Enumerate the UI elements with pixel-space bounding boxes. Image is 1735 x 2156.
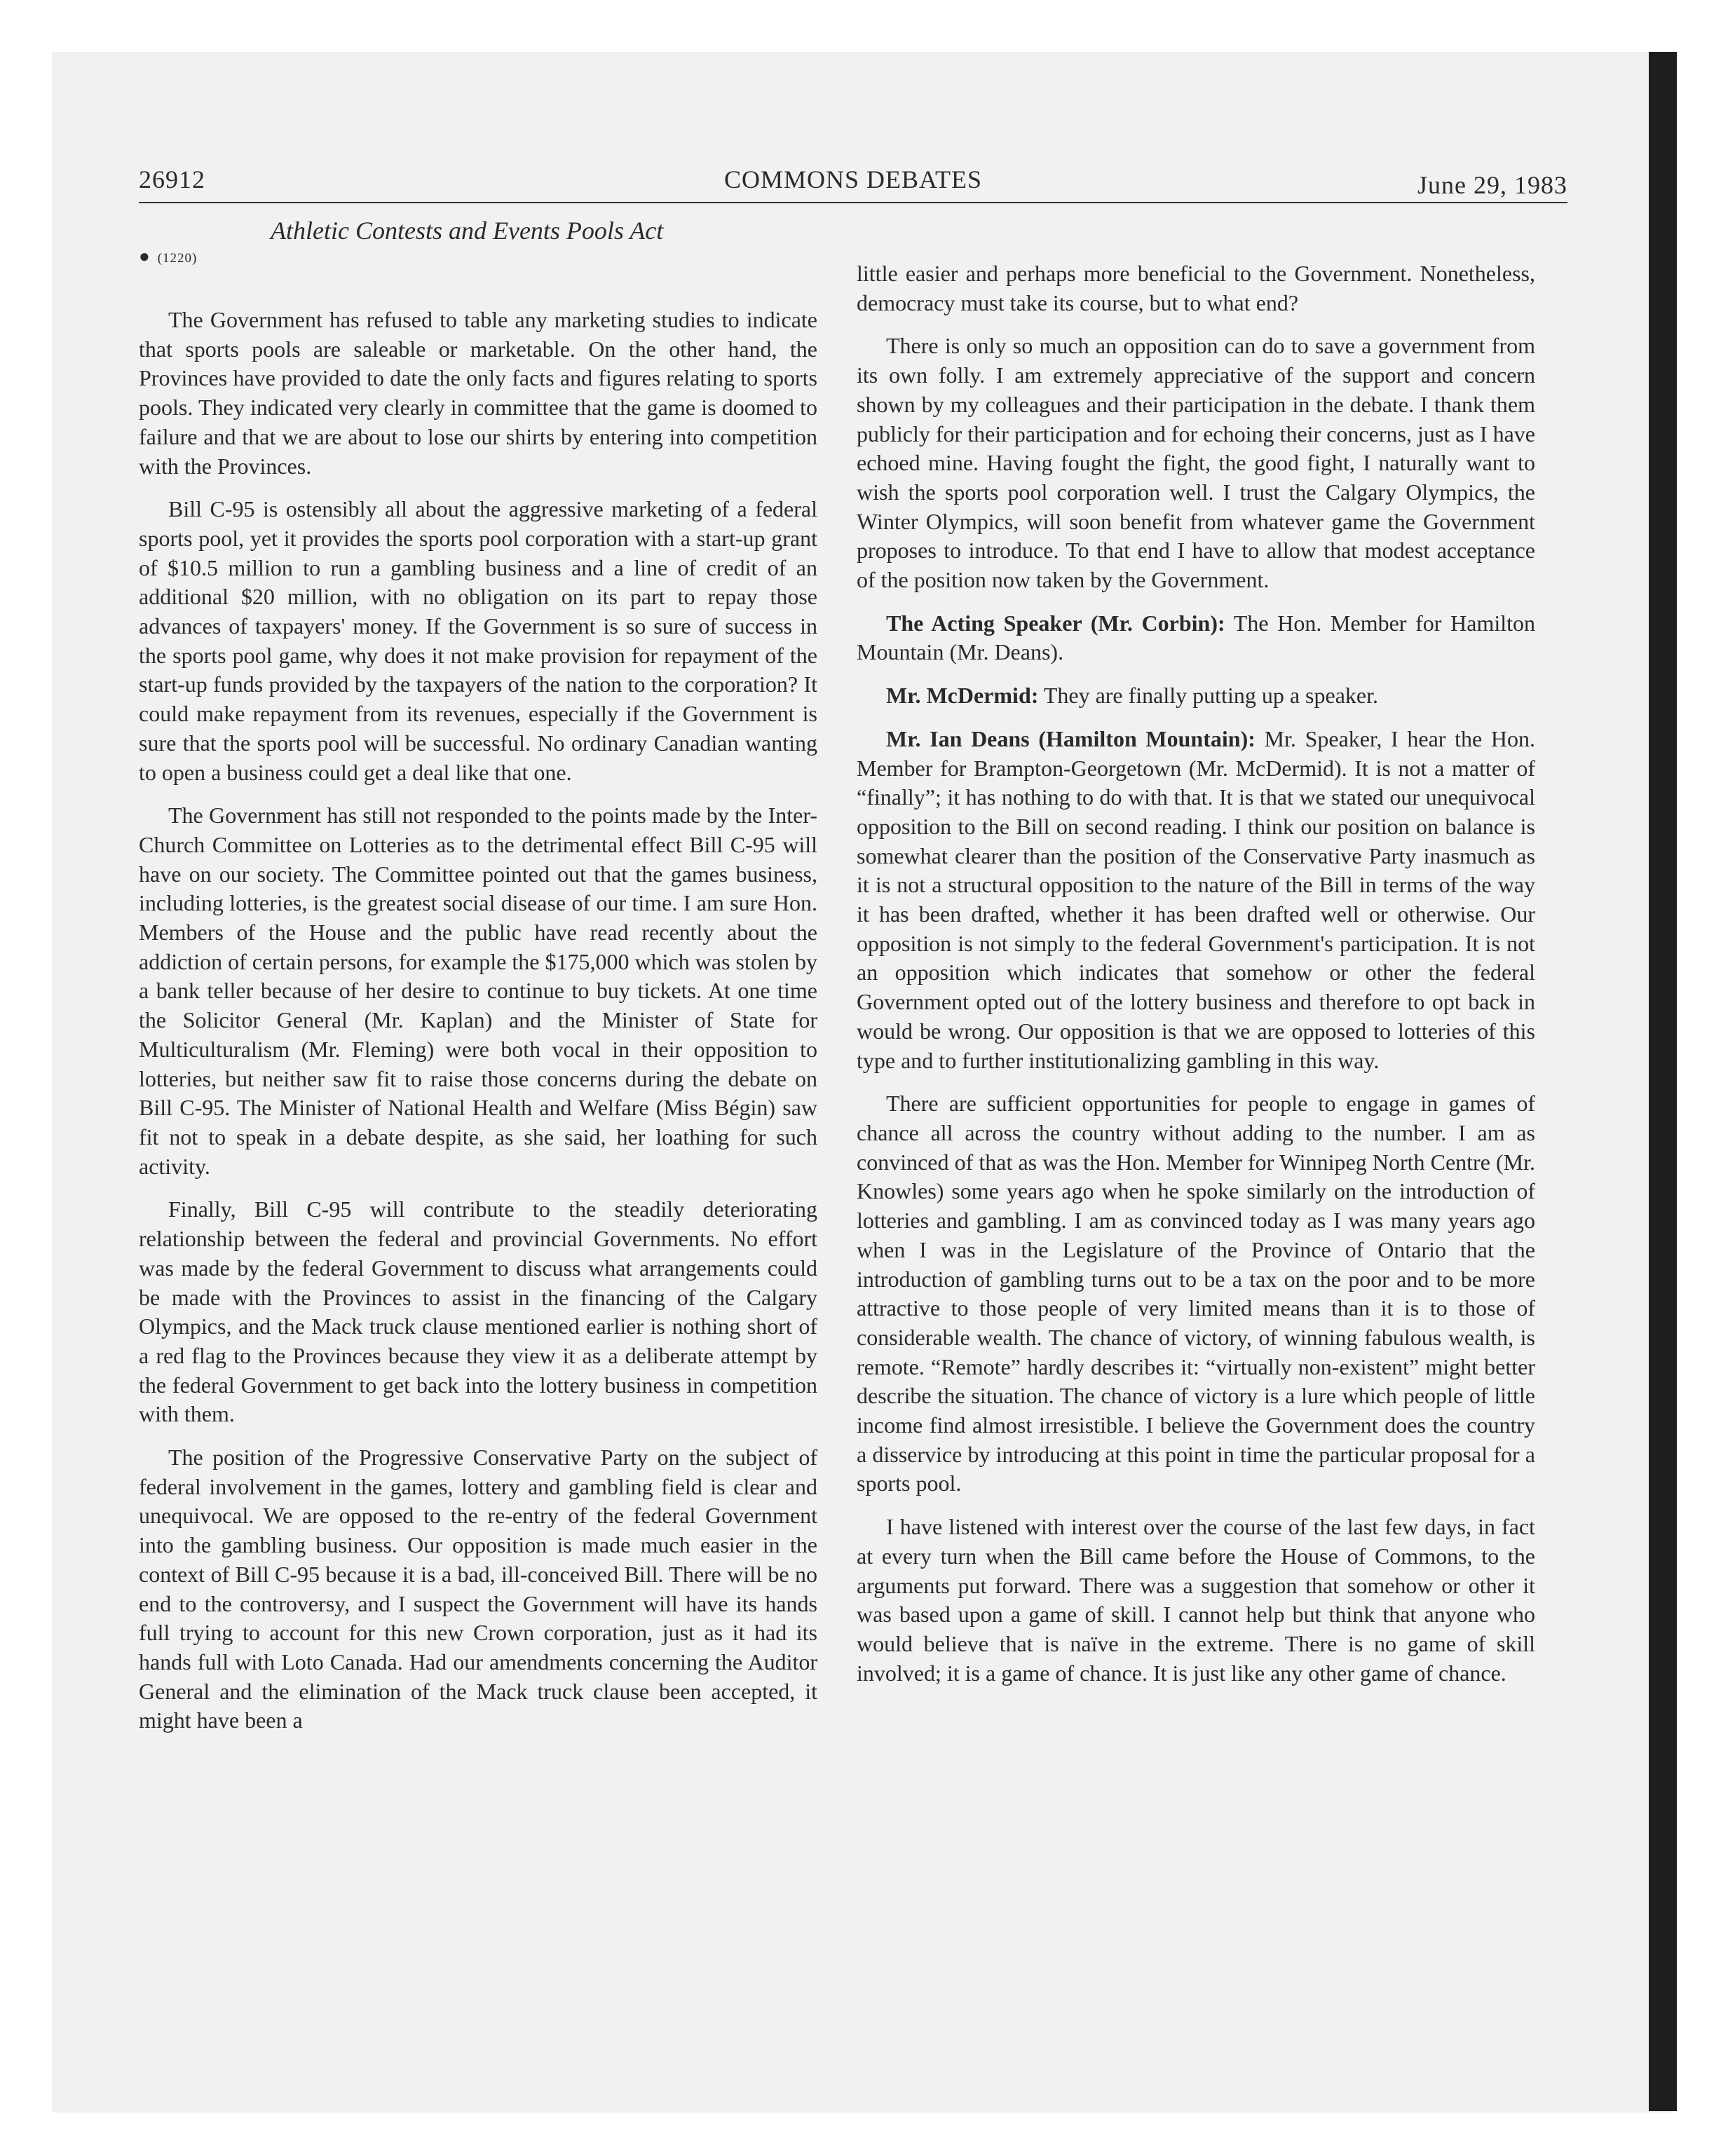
page-header <box>139 158 1567 200</box>
paragraph: Bill C-95 is ostensibly all about the aggressive marketing of a federal sports pool, yet it provides the sports pool corporation with a start-up grant of $10.5 million to run a gambling business and a line of credit of an additional $20 million, with no obligation on its part to repay those advances of taxpayers' money. If the Government is so sure of success in the sports pool game, why does it not make provision for repayment of the start-up funds provided by the taxpayers of the nation to the corporation? It could make repayment from its revenues, especially if the Government is sure that the sports pool will be successful. No ordinary Canadian wanting to open a business could get a deal like that one. <box>139 496 817 785</box>
right-column <box>857 259 1535 1702</box>
speech-mcdermid <box>857 681 1535 711</box>
speech-text: The Hon. Member for Hamilton Mountain (Mr. Deans). <box>857 610 1536 665</box>
time-marker <box>139 245 197 270</box>
paragraph: The Government has still not responded to the points made by the Inter-Church Committee on Lotteries as to the detrimental effect Bill C-95 will have on our society. The Committee pointed out that the games business, including lotteries, is the greatest social disease of our time. I am sure Hon. Members of the House and the public have read recently about the addiction of certain persons, for example the $175,000 which was stolen by a bank teller because of her desire to continue to buy tickets. At one time the Solicitor General (Mr. Kaplan) and the Minister of State for Multiculturalism (Mr. Fleming) were both vocal in their opposition to lotteries, but neither saw fit to raise those concerns during the debate on Bill C-95. The Minister of National Health and Welfare (Miss Bégin) saw fit not to speak in a debate despite, as she said, her loathing for such activity. <box>139 803 817 1179</box>
continuation-paragraph: little easier and perhaps more beneficial to the Government. Nonetheless, democracy must take its course, but to what end? <box>857 261 1535 315</box>
speaker-name: Mr. McDermid: <box>886 683 1039 709</box>
left-column <box>139 306 817 1749</box>
section-title: Athletic Contests and Events Pools Act <box>271 217 664 245</box>
scan-edge-bar <box>1649 52 1677 2111</box>
paragraph: The Government has refused to table any marketing studies to indicate that sports pools are saleable or marketable. On the other hand, the Provinces have provided to date the only facts and figures relating to sports pools. They indicated very clearly in committee that the game is doomed to failure and that we are about to lose our shirts by entering into competition with the Provinces. <box>139 307 817 479</box>
running-head: COMMONS DEBATES <box>723 165 983 193</box>
time-marker-label: (1220) <box>157 251 198 266</box>
page-number: 26912 <box>139 165 205 193</box>
header-date: June 29, 1983 <box>1417 171 1567 199</box>
speech-text: Mr. Speaker, I hear the Hon. Member for Brampton-Georgetown (Mr. McDermid). It is not a matter of “finally”; it has nothing to do with that. It is that we stated our unequivocal opposition to the Bill on second reading. I think our position on balance is somewhat clearer than the position of the Conservative Party inasmuch as it is not a structural opposition to the nature of the Bill in terms of the way it has been drafted, whether it has been drafted well or otherwise. Our opposition is not simply to the federal Government's participation. It is not an opposition which indicates that somehow or other the federal Government opted out of the lottery business and therefore to opt back in would be wrong. Our opposition is that we are opposed to lotteries of this type and to further institutionalizing gambling in this way. <box>857 725 1536 1073</box>
paragraph: Finally, Bill C-95 will contribute to the steadily deteriorating relationship between the federal and provincial Governments. No effort was made by the federal Government to discuss what arrangements could be made with the Provinces to assist in the financing of the Calgary Olympics, and the Mack truck clause mentioned earlier is nothing short of a red flag to the Provinces because they view it as a deliberate attempt by the federal Government to get back into the lottery business in competition with them. <box>139 1196 817 1427</box>
paragraph: I have listened with interest over the course of the last few days, in fact at every turn when the Bill came before the House of Commons, to the arguments put forward. There was a suggestion that somehow or other it was based upon a game of skill. I cannot help but think that anyone who would believe that is naïve in the extreme. There is no game of skill involved; it is a game of chance. It is just like any other game of chance. <box>857 1514 1535 1686</box>
header-rule <box>139 202 1567 203</box>
paragraph: There are sufficient opportunities for people to engage in games of chance all across the country without adding to the number. I am as convinced of that as was the Hon. Member for Winnipeg North Centre (Mr. Knowles) some years ago when he spoke similarly on the introduction of lotteries and gambling. I am as convinced today as I was many years ago when I was in the Legislature of the Province of Ontario that the introduction of gambling turns out to be a tax on the poor and to be more attractive to those people of very limited means than it is to those of considerable wealth. The chance of victory, of winning fabulous wealth, is remote. “Remote” hardly describes it: “virtually non-existent” might better describe the situation. The chance of victory is a lure which people of little income find almost irresistible. I believe the Government does the country a disservice by introducing at this point in time the particular proposal for a sports pool. <box>857 1091 1535 1496</box>
bullet-icon: ● <box>139 246 151 266</box>
speech-acting-speaker <box>857 609 1535 667</box>
speech-deans <box>857 725 1535 1075</box>
paragraph: The position of the Progressive Conservative Party on the subject of federal involvement in the games, lottery and gambling field is clear and unequivocal. We are opposed to the re-entry of the federal Government into the gambling business. Our opposition is made much easier in the context of Bill C-95 because it is a bad, ill-conceived Bill. There will be no end to the controversy, and I suspect the Government will have its hands full trying to account for this new Crown corporation, just as it had its hands full with Loto Canada. Had our amendments concerning the Auditor General and the elimination of the Mack truck clause been accepted, it might have been a <box>139 1445 817 1733</box>
speaker-name: The Acting Speaker (Mr. Corbin): <box>886 610 1225 636</box>
speech-text: They are finally putting up a speaker. <box>1043 683 1378 709</box>
paragraph: There is only so much an opposition can do to save a government from its own folly. I am extremely appreciative of the support and concern shown by my colleagues and their participation in the debate. I thank them publicly for their participation and for echoing their concerns, just as I have echoed mine. Having fought the fight, the good fight, I naturally want to wish the sports pool corporation well. I trust the Calgary Olympics, the Winter Olympics, will soon benefit from whatever game the Government proposes to introduce. To that end I have to allow that modest acceptance of the position now taken by the Government. <box>857 333 1535 593</box>
speaker-name: Mr. Ian Deans (Hamilton Mountain): <box>886 725 1256 751</box>
